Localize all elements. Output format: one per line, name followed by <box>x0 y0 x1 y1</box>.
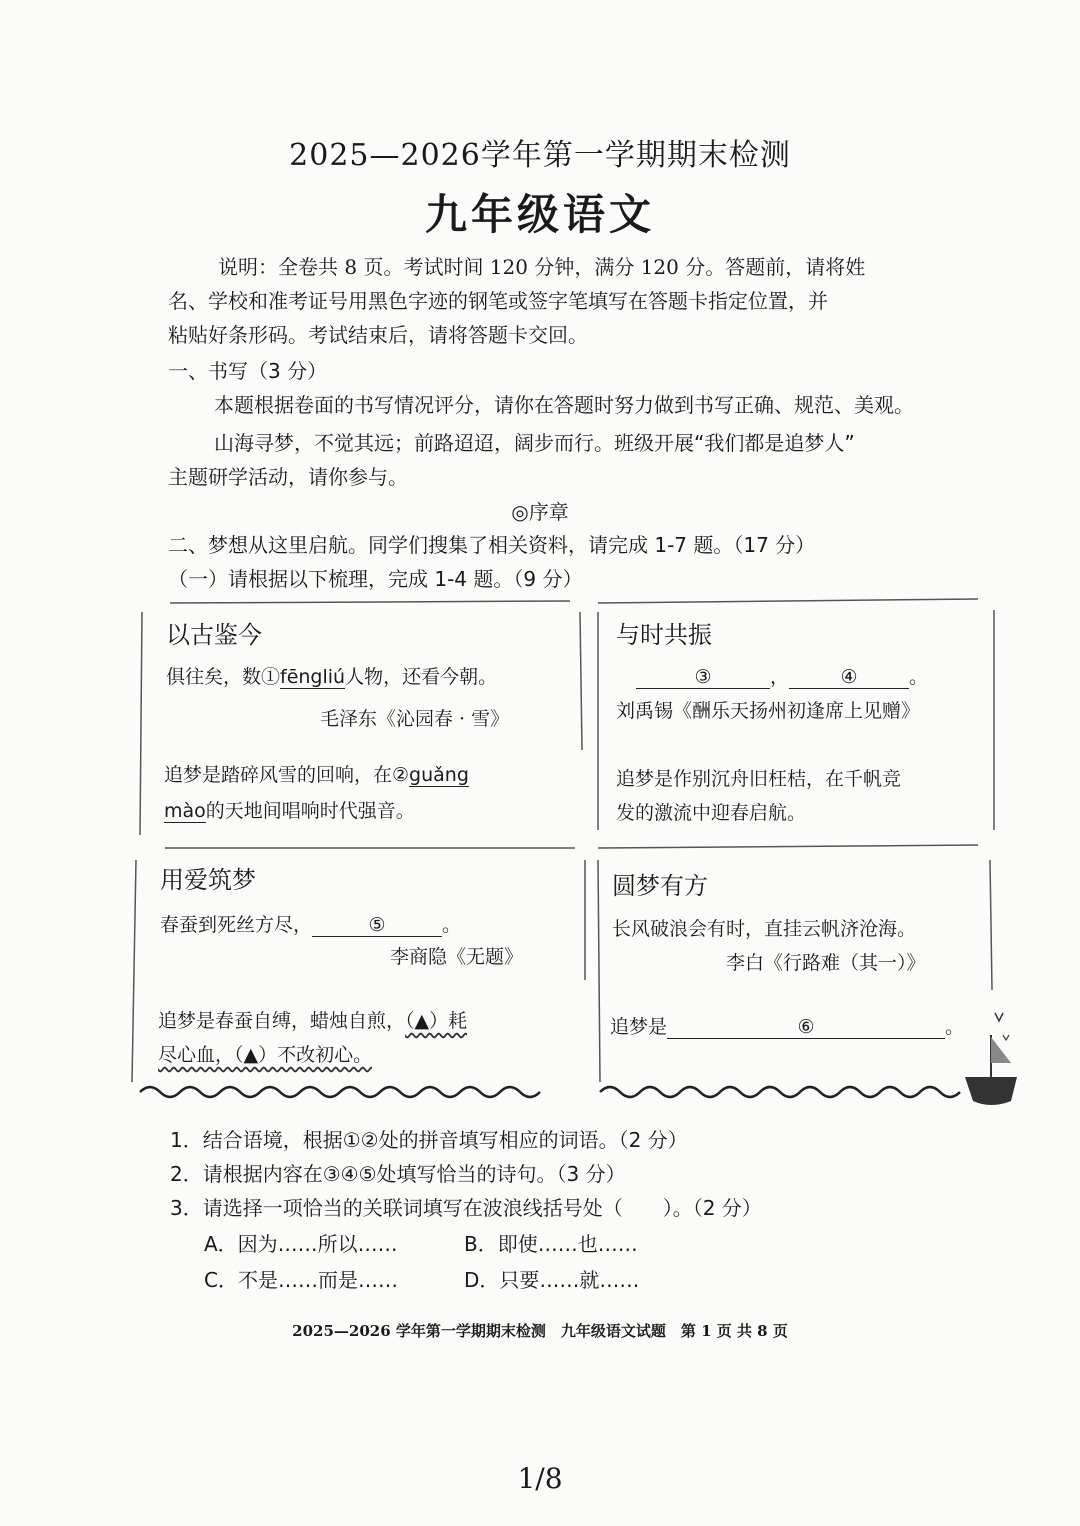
box-2-period: 。 <box>909 666 929 688</box>
box-4-period: 。 <box>945 1016 965 1038</box>
box-1-source: 毛泽东《沁园春 · 雪》 <box>320 708 510 730</box>
pinyin-blank-2a: guǎng <box>409 764 469 786</box>
box-3-text-line-1 <box>158 1006 467 1033</box>
blank-6: ⑥ <box>667 1016 945 1039</box>
prologue-label: ◎序章 <box>511 500 569 524</box>
box-3-source: 李商隐《无题》 <box>390 946 524 968</box>
activity-intro-line-2: 主题研学活动，请你参与。 <box>168 465 408 489</box>
box-2-text-line-2: 发的激流中迎春启航。 <box>616 802 807 824</box>
box-2-title: 与时共振 <box>616 621 712 649</box>
box-1-text-line-2 <box>164 796 415 823</box>
box-4-source: 李白《行路难（其一）》 <box>726 952 926 974</box>
box-4-text <box>610 1012 964 1039</box>
instructions-line-3: 粘贴好条形码。考试结束后，请将答题卡交回。 <box>168 323 588 347</box>
box-1-text-end: 的天地间唱响时代强音。 <box>205 800 415 822</box>
box-3-period: 。 <box>442 914 462 936</box>
box-3-quote-text: 春蚕到死丝方尽， <box>160 914 313 936</box>
question-1: 1．结合语境，根据①②处的拼音填写相应的词语。（2 分） <box>170 1128 688 1152</box>
option-b: B．即使……也…… <box>464 1232 638 1256</box>
box-1-quote-start: 俱往矣，数① <box>166 666 281 688</box>
exam-title: 2025—2026学年第一学期期末检测 <box>289 138 791 173</box>
page-footer: 2025—2026 学年第一学期期末检测 九年级语文试题 第 1 页 共 8 页 <box>292 1322 788 1340</box>
boat-icon <box>955 1005 1025 1115</box>
pinyin-blank-2b: mào <box>164 800 206 822</box>
box-4-quote: 长风破浪会有时，直挂云帆济沧海。 <box>612 918 917 940</box>
option-d: D．只要……就…… <box>464 1268 640 1292</box>
box-1-text-start: 追梦是踏碎风雪的回响，在② <box>164 764 410 786</box>
subject-title: 九年级语文 <box>424 190 655 239</box>
section-2-subheading: （一）请根据以下梳理，完成 1-4 题。（9 分） <box>168 567 583 591</box>
box-3-text-line-2 <box>158 1040 372 1067</box>
box-1-title: 以古鉴今 <box>166 621 262 649</box>
box-2-comma: ， <box>770 666 790 688</box>
blank-4: ④ <box>789 666 909 689</box>
blank-3: ③ <box>636 666 770 689</box>
box-1-quote <box>166 662 497 689</box>
instructions-line-1: 说明：全卷共 8 页。考试时间 120 分钟，满分 120 分。答题前，请将姓 <box>218 255 866 279</box>
section-2-heading: 二、梦想从这里启航。同学们搜集了相关资料，请完成 1-7 题。（17 分） <box>168 533 816 557</box>
section-1-heading: 一、书写（3 分） <box>168 359 328 383</box>
box-3-title: 用爱筑梦 <box>160 866 256 894</box>
wavy-blank-2: 尽心血，（▲）不改初心。 <box>158 1044 373 1066</box>
activity-intro-line-1: 山海寻梦，不觉其远；前路迢迢，阔步而行。班级开展“我们都是追梦人” <box>214 431 855 455</box>
box-1-quote-end: 人物，还看今朝。 <box>345 666 498 688</box>
page-number: 1/8 <box>517 1462 563 1495</box>
box-4-title: 圆梦有方 <box>612 872 708 900</box>
section-1-text: 本题根据卷面的书写情况评分，请你在答题时努力做到书写正确、规范、美观。 <box>214 393 914 417</box>
box-3-quote <box>160 910 461 937</box>
box-2-text-line-1: 追梦是作别沉舟旧枉桔，在千帆竞 <box>616 768 902 790</box>
box-1-text-line-1 <box>164 760 469 787</box>
instructions-line-2: 名、学校和准考证号用黑色字迹的钢笔或签字笔填写在答题卡指定位置，并 <box>168 289 828 313</box>
question-3: 3．请选择一项恰当的关联词填写在波浪线括号处（ ）。（2 分） <box>170 1196 762 1220</box>
box-2-source: 刘禹锡《酬乐天扬州初逢席上见赠》 <box>616 700 921 722</box>
option-a: A．因为……所以…… <box>204 1232 398 1256</box>
question-2: 2．请根据内容在③④⑤处填写恰当的诗句。（3 分） <box>170 1162 626 1186</box>
pinyin-blank-1: fēngliú <box>280 666 346 688</box>
box-2-blanks <box>636 662 928 689</box>
box-3-text-start: 追梦是春蚕自缚，蜡烛自煎， <box>158 1010 406 1032</box>
blank-5: ⑤ <box>312 914 442 937</box>
wavy-blank-1: （▲）耗 <box>405 1010 468 1032</box>
box-4-text-start: 追梦是 <box>610 1016 668 1038</box>
option-c: C．不是……而是…… <box>204 1268 398 1292</box>
